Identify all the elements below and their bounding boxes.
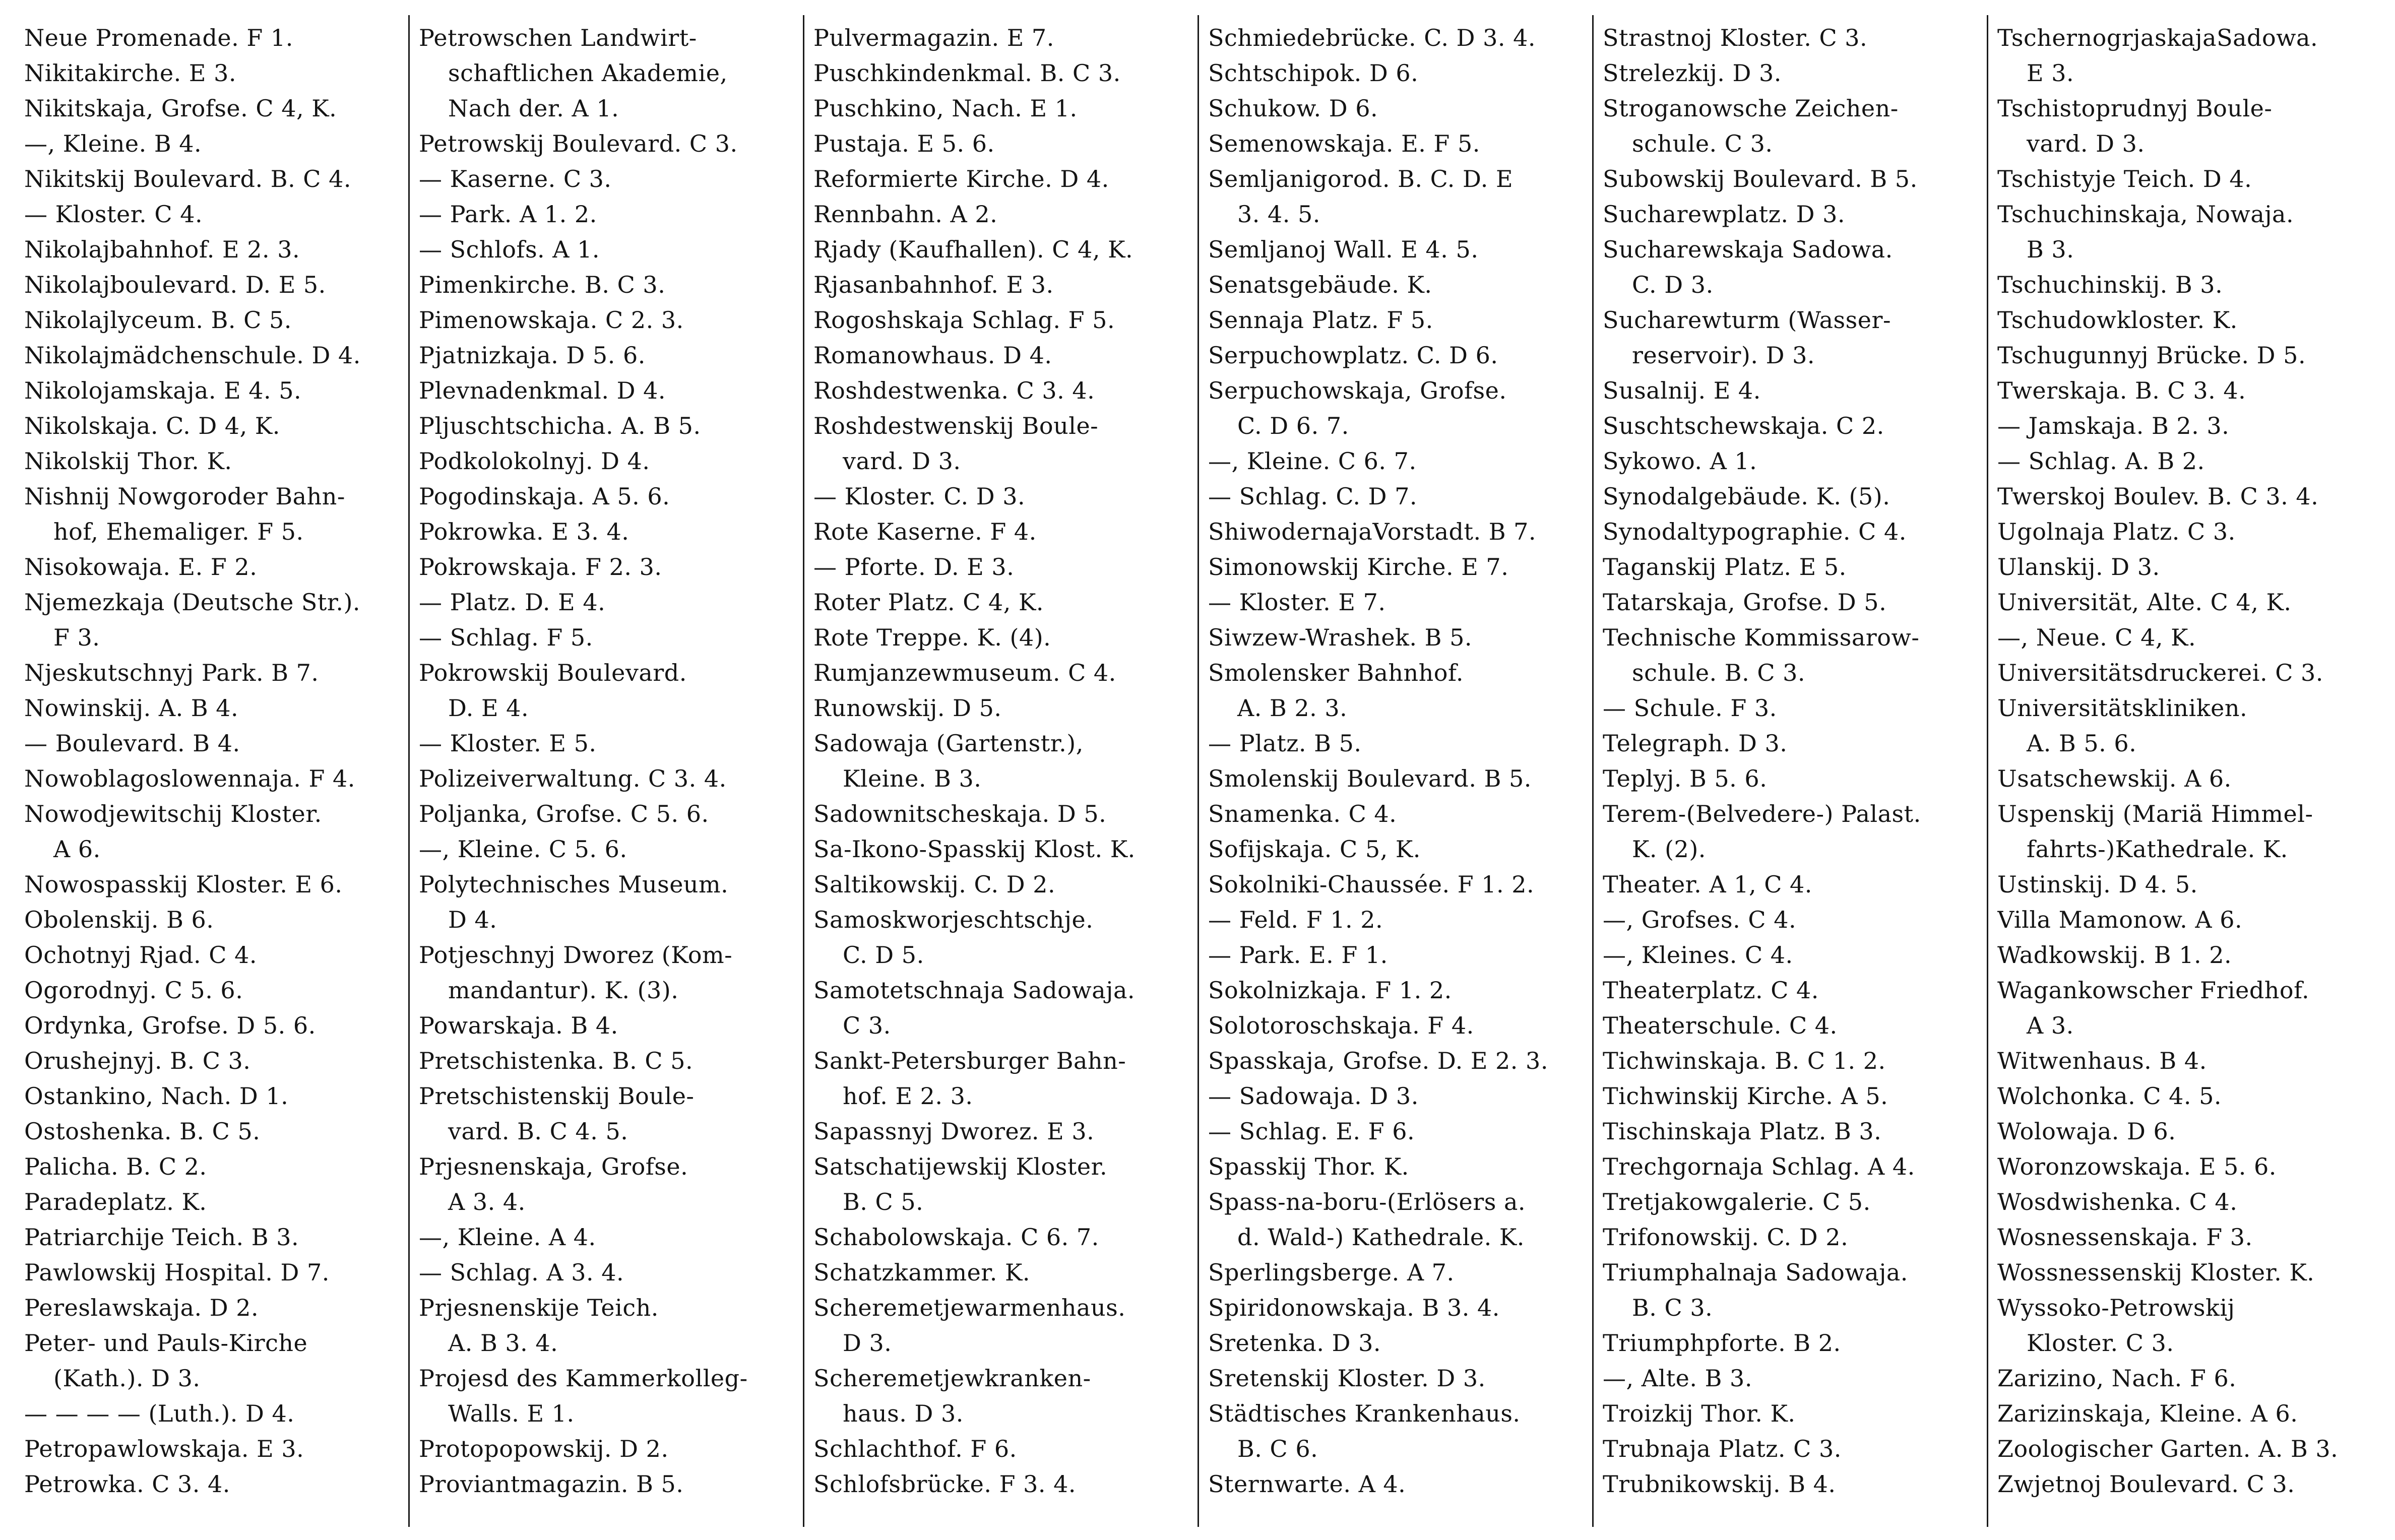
index-entry: Spiridonowskaja. B 3. 4.	[1208, 1294, 1500, 1321]
index-entry: Spasskaja, Grofse. D. E 2. 3.	[1208, 1047, 1548, 1074]
index-entry: Wyssoko-Petrowskij	[1997, 1294, 2235, 1321]
index-entry: Orushejnyj. B. C 3.	[24, 1047, 251, 1074]
index-entry: Sadownitscheskaja. D 5.	[813, 800, 1107, 827]
index-entry: Sofijskaja. C 5, K.	[1208, 836, 1421, 863]
index-entry: Witwenhaus. B 4.	[1997, 1047, 2207, 1074]
index-entry: D. E 4.	[448, 694, 529, 722]
index-entry: Protopopowskij. D 2.	[419, 1435, 669, 1462]
index-entry: Pawlowskij Hospital. D 7.	[24, 1259, 330, 1286]
index-entry: Wossnessenskij Kloster. K.	[1997, 1259, 2315, 1286]
index-entry: hof. E 2. 3.	[843, 1082, 973, 1110]
index-entry: —, Kleines. C 4.	[1603, 941, 1793, 969]
index-column	[804, 15, 1199, 1527]
index-entry: Nisokowaja. E. F 2.	[24, 553, 258, 581]
index-entry: Sykowo. A 1.	[1603, 447, 1757, 475]
index-entry: Pretschistenka. B. C 5.	[419, 1047, 694, 1074]
index-entry: —, Alte. B 3.	[1603, 1365, 1752, 1392]
index-entry: Serpuchowskaja, Grofse.	[1208, 377, 1507, 404]
index-entry: Rumjanzewmuseum. C 4.	[813, 659, 1116, 686]
index-entry: Roshdestwenskij Boule-	[813, 412, 1099, 439]
index-entry: Sretenskij Kloster. D 3.	[1208, 1365, 1486, 1392]
index-entry: F 3.	[53, 624, 100, 651]
index-entry: Tichwinskij Kirche. A 5.	[1603, 1082, 1888, 1110]
index-entry: Solotoroschskaja. F 4.	[1208, 1012, 1474, 1039]
index-entry: reservoir). D 3.	[1632, 342, 1815, 369]
index-entry: Troizkij Thor. K.	[1603, 1400, 1796, 1427]
index-entry: D 4.	[448, 906, 497, 933]
index-entry: — Boulevard. B 4.	[24, 730, 240, 757]
index-entry: — Schlag. F 5.	[419, 624, 593, 651]
index-entry: fahrts-)Kathedrale. K.	[2027, 836, 2288, 863]
index-entry: Schmiedebrücke. C. D 3. 4.	[1208, 24, 1536, 51]
index-entry: Proviantmagazin. B 5.	[419, 1470, 684, 1498]
index-entry: Semenowskaja. E. F 5.	[1208, 130, 1480, 157]
index-entry: 3. 4. 5.	[1237, 201, 1320, 228]
index-entry: Pretschistenskij Boule-	[419, 1082, 695, 1110]
index-entry: Twerskoj Boulev. B. C 3. 4.	[1997, 483, 2319, 510]
index-entry: Universität, Alte. C 4, K.	[1997, 589, 2292, 616]
index-entry: Spass-na-boru-(Erlösers a.	[1208, 1188, 1526, 1215]
index-entry: — — — — (Luth.). D 4.	[24, 1400, 295, 1427]
index-entry: Wosnessenskaja. F 3.	[1997, 1224, 2253, 1251]
index-entry: Powarskaja. B 4.	[419, 1012, 618, 1039]
index-entry: Twerskaja. B. C 3. 4.	[1997, 377, 2246, 404]
index-entry: Neue Promenade. F 1.	[24, 24, 293, 51]
index-entry: Strelezkij. D 3.	[1603, 59, 1782, 87]
index-entry: Nowodjewitschij Kloster.	[24, 800, 322, 827]
index-entry: — Kloster. C 4.	[24, 201, 203, 228]
index-entry: — Feld. F 1. 2.	[1208, 906, 1383, 933]
index-entry: Pimenowskaja. C 2. 3.	[419, 306, 684, 334]
index-entry: Zarizino, Nach. F 6.	[1997, 1365, 2237, 1392]
index-entry: A 6.	[53, 836, 101, 863]
index-entry: Terem-(Belvedere-) Palast.	[1603, 800, 1921, 827]
index-entry: Rjasanbahnhof. E 3.	[813, 271, 1054, 298]
index-entry: Usatschewskij. A 6.	[1997, 765, 2232, 792]
index-entry: Roshdestwenka. C 3. 4.	[813, 377, 1095, 404]
index-entry: A. B 3. 4.	[448, 1329, 558, 1357]
index-entry: Sankt-Petersburger Bahn-	[813, 1047, 1126, 1074]
index-entry: Pljuschtschicha. A. B 5.	[419, 412, 701, 439]
index-entry: Roter Platz. C 4, K.	[813, 589, 1044, 616]
index-entry: Triumphpforte. B 2.	[1603, 1329, 1841, 1357]
index-entry: Projesd des Kammerkolleg-	[419, 1365, 748, 1392]
index-entry: — Kloster. E 7.	[1208, 589, 1386, 616]
index-entry: Susalnij. E 4.	[1603, 377, 1761, 404]
index-entry: Pogodinskaja. A 5. 6.	[419, 483, 670, 510]
index-entry: Kloster. C 3.	[2027, 1329, 2174, 1357]
index-entry: Snamenka. C 4.	[1208, 800, 1397, 827]
index-entry: Scheremetjewkranken-	[813, 1365, 1091, 1392]
index-entry: B 3.	[2027, 236, 2074, 263]
index-entry: Patriarchije Teich. B 3.	[24, 1224, 299, 1251]
index-entry: — Sadowaja. D 3.	[1208, 1082, 1419, 1110]
index-column	[1199, 15, 1594, 1527]
index-entry: Tschistyje Teich. D 4.	[1997, 165, 2252, 192]
index-entry: Trubnaja Platz. C 3.	[1603, 1435, 1842, 1462]
index-entry: Rote Treppe. K. (4).	[813, 624, 1051, 651]
index-entry: Nikolajboulevard. D. E 5.	[24, 271, 326, 298]
index-entry: — Schlag. A 3. 4.	[419, 1259, 624, 1286]
index-entry: Universitätsdruckerei. C 3.	[1997, 659, 2323, 686]
index-entry: Tretjakowgalerie. C 5.	[1603, 1188, 1871, 1215]
index-entry: Petrowschen Landwirt-	[419, 24, 697, 51]
index-entry: hof, Ehemaliger. F 5.	[53, 518, 304, 545]
index-entry: Rjady (Kaufhallen). C 4, K.	[813, 236, 1133, 263]
index-entry: Wolowaja. D 6.	[1997, 1118, 2176, 1145]
index-entry: Njeskutschnyj Park. B 7.	[24, 659, 319, 686]
index-entry: Schlofsbrücke. F 3. 4.	[813, 1470, 1077, 1498]
index-entry: Sokolniki-Chaussée. F 1. 2.	[1208, 871, 1535, 898]
index-entry: — Schlofs. A 1.	[419, 236, 600, 263]
index-entry: Nowospasskij Kloster. E 6.	[24, 871, 343, 898]
index-entry: A 3. 4.	[448, 1188, 526, 1215]
index-entry: Schtschipok. D 6.	[1208, 59, 1419, 87]
index-entry: Nikolskaja. C. D 4, K.	[24, 412, 280, 439]
index-entry: Pokrowskij Boulevard.	[419, 659, 687, 686]
index-entry: Teplyj. B 5. 6.	[1603, 765, 1768, 792]
index-entry: Pokrowka. E 3. 4.	[419, 518, 629, 545]
index-entry: Kleine. B 3.	[843, 765, 982, 792]
index-entry: Prjesnenskaja, Grofse.	[419, 1153, 688, 1180]
index-entry: Tschistoprudnyj Boule-	[1997, 95, 2273, 122]
index-entry: Rogoshskaja Schlag. F 5.	[813, 306, 1115, 334]
index-entry: Subowskij Boulevard. B 5.	[1603, 165, 1918, 192]
index-entry: Sennaja Platz. F 5.	[1208, 306, 1433, 334]
index-entry: Triumphalnaja Sadowaja.	[1603, 1259, 1908, 1286]
index-entry: Tatarskaja, Grofse. D 5.	[1603, 589, 1887, 616]
index-entry: (Kath.). D 3.	[53, 1365, 201, 1392]
index-entry: mandantur). K. (3).	[448, 977, 679, 1004]
index-entry: Nowoblagoslowennaja. F 4.	[24, 765, 355, 792]
index-column	[410, 15, 804, 1527]
index-entry: —, Kleine. C 6. 7.	[1208, 447, 1417, 475]
index-entry: Trubnikowskij. B 4.	[1603, 1470, 1836, 1498]
index-entry: Palicha. B. C 2.	[24, 1153, 207, 1180]
index-entry: — Pforte. D. E 3.	[813, 553, 1015, 581]
index-entry: Taganskij Platz. E 5.	[1603, 553, 1847, 581]
index-entry: C 3.	[843, 1012, 891, 1039]
index-entry: Nikolskij Thor. K.	[24, 447, 232, 475]
index-entry: Sadowaja (Gartenstr.),	[813, 730, 1084, 757]
index-entry: Ostoshenka. B. C 5.	[24, 1118, 261, 1145]
index-entry: Semljanoj Wall. E 4. 5.	[1208, 236, 1479, 263]
index-entry: Strastnoj Kloster. C 3.	[1603, 24, 1868, 51]
index-entry: — Park. A 1. 2.	[419, 201, 597, 228]
index-entry: Theater. A 1, C 4.	[1603, 871, 1812, 898]
index-entry: — Jamskaja. B 2. 3.	[1997, 412, 2230, 439]
index-entry: Pimenkirche. B. C 3.	[419, 271, 666, 298]
index-entry: Senatsgebäude. K.	[1208, 271, 1432, 298]
index-entry: Rennbahn. A 2.	[813, 201, 998, 228]
index-entry: —, Kleine. C 5. 6.	[419, 836, 627, 863]
index-entry: Schabolowskaja. C 6. 7.	[813, 1224, 1099, 1251]
index-entry: Runowskij. D 5.	[813, 694, 1002, 722]
index-entry: Spasskij Thor. K.	[1208, 1153, 1409, 1180]
index-entry: vard. D 3.	[843, 447, 961, 475]
index-column	[1594, 15, 1988, 1527]
index-entry: Wosdwishenka. C 4.	[1997, 1188, 2238, 1215]
index-entry: Synodalgebäude. K. (5).	[1603, 483, 1890, 510]
index-entry: Nikolajbahnhof. E 2. 3.	[24, 236, 300, 263]
index-entry: Siwzew-Wrashek. B 5.	[1208, 624, 1472, 651]
index-entry: Smolenskij Boulevard. B 5.	[1208, 765, 1532, 792]
index-entry: Villa Mamonow. A 6.	[1997, 906, 2243, 933]
index-entry: Pulvermagazin. E 7.	[813, 24, 1054, 51]
index-entry: schaftlichen Akademie,	[448, 59, 728, 87]
index-entry: Pokrowskaja. F 2. 3.	[419, 553, 662, 581]
index-entry: Zoologischer Garten. A. B 3.	[1997, 1435, 2339, 1462]
index-entry: Zwjetnoj Boulevard. C 3.	[1997, 1470, 2295, 1498]
index-entry: Plevnadenkmal. D 4.	[419, 377, 666, 404]
index-entry: Polizeiverwaltung. C 3. 4.	[419, 765, 727, 792]
index-entry: Theaterschule. C 4.	[1603, 1012, 1838, 1039]
index-entry: Uspenskij (Mariä Himmel-	[1997, 800, 2313, 827]
index-entry: Satschatijewskij Kloster.	[813, 1153, 1108, 1180]
index-entry: Tichwinskaja. B. C 1. 2.	[1603, 1047, 1886, 1074]
index-entry: Suschtschewskaja. C 2.	[1603, 412, 1884, 439]
index-entry: Romanowhaus. D 4.	[813, 342, 1052, 369]
index-entry: —, Neue. C 4, K.	[1997, 624, 2196, 651]
index-entry: Nowinskij. A. B 4.	[24, 694, 239, 722]
index-entry: Serpuchowplatz. C. D 6.	[1208, 342, 1498, 369]
index-entry: schule. C 3.	[1632, 130, 1773, 157]
index-entry: Prjesnenskije Teich.	[419, 1294, 659, 1321]
index-entry: Ugolnaja Platz. C 3.	[1997, 518, 2236, 545]
index-entry: —, Kleine. B 4.	[24, 130, 202, 157]
index-entry: — Schlag. E. F 6.	[1208, 1118, 1415, 1145]
index-entry: Schukow. D 6.	[1208, 95, 1378, 122]
index-entry: C. D 5.	[843, 941, 924, 969]
index-entry: Poljanka, Grofse. C 5. 6.	[419, 800, 709, 827]
index-entry: Ulanskij. D 3.	[1997, 553, 2160, 581]
index-entry: — Platz. B 5.	[1208, 730, 1362, 757]
index-entry: Trifonowskij. C. D 2.	[1603, 1224, 1849, 1251]
index-entry: Reformierte Kirche. D 4.	[813, 165, 1109, 192]
index-entry: Saltikowskij. C. D 2.	[813, 871, 1056, 898]
index-entry: Nikolajmädchenschule. D 4.	[24, 342, 361, 369]
index-entry: —, Grofses. C 4.	[1603, 906, 1797, 933]
index-entry: Theaterplatz. C 4.	[1603, 977, 1819, 1004]
index-entry: Nikolajlyceum. B. C 5.	[24, 306, 292, 334]
index-entry: Puschkindenkmal. B. C 3.	[813, 59, 1121, 87]
index-entry: E 3.	[2027, 59, 2074, 87]
index-entry: Sucharewplatz. D 3.	[1603, 201, 1845, 228]
index-entry: Städtisches Krankenhaus.	[1208, 1400, 1521, 1427]
index-entry: Nikitakirche. E 3.	[24, 59, 236, 87]
index-entry: — Platz. D. E 4.	[419, 589, 606, 616]
index-entry: Tschugunnyj Brücke. D 5.	[1997, 342, 2306, 369]
index-entry: D 3.	[843, 1329, 892, 1357]
index-entry: A 3.	[2027, 1012, 2074, 1039]
index-entry: Nikolojamskaja. E 4. 5.	[24, 377, 302, 404]
index-entry: B. C 6.	[1237, 1435, 1318, 1462]
index-entry: Tschuchinskaja, Nowaja.	[1997, 201, 2294, 228]
index-entry: Sokolnizkaja. F 1. 2.	[1208, 977, 1452, 1004]
index-entry: Petropawlowskaja. E 3.	[24, 1435, 304, 1462]
index-entry: C. D 3.	[1632, 271, 1714, 298]
index-entry: Pjatnizkaja. D 5. 6.	[419, 342, 646, 369]
index-entry: — Schlag. A. B 2.	[1997, 447, 2205, 475]
index-entry: Synodaltypographie. C 4.	[1603, 518, 1907, 545]
index-entry: vard. D 3.	[2027, 130, 2145, 157]
index-entry: Sapassnyj Dworez. E 3.	[813, 1118, 1095, 1145]
index-entry: — Kaserne. C 3.	[419, 165, 612, 192]
index-entry: Semljanigorod. B. C. D. E	[1208, 165, 1514, 192]
index-entry: Ochotnyj Rjad. C 4.	[24, 941, 257, 969]
index-entry: Stroganowsche Zeichen-	[1603, 95, 1899, 122]
index-entry: Podkolokolnyj. D 4.	[419, 447, 650, 475]
index-entry: Sperlingsberge. A 7.	[1208, 1259, 1455, 1286]
index-entry: Ustinskij. D 4. 5.	[1997, 871, 2198, 898]
index-entry: Petrowka. C 3. 4.	[24, 1470, 230, 1498]
index-entry: Samotetschnaja Sadowaja.	[813, 977, 1135, 1004]
index-entry: Nishnij Nowgoroder Bahn-	[24, 483, 345, 510]
index-entry: Tschuchinskij. B 3.	[1997, 271, 2223, 298]
index-entry: Samoskworjeschtschje.	[813, 906, 1094, 933]
index-entry: —, Kleine. A 4.	[419, 1224, 596, 1251]
index-entry: — Kloster. C. D 3.	[813, 483, 1026, 510]
index-column	[1988, 15, 2383, 1527]
index-entry: Sretenka. D 3.	[1208, 1329, 1381, 1357]
index-entry: Telegraph. D 3.	[1603, 730, 1788, 757]
index-entry: C. D 6. 7.	[1237, 412, 1349, 439]
index-entry: Njemezkaja (Deutsche Str.).	[24, 589, 361, 616]
index-entry: Pereslawskaja. D 2.	[24, 1294, 259, 1321]
index-entry: Sucharewskaja Sadowa.	[1603, 236, 1893, 263]
index-entry: Ogorodnyj. C 5. 6.	[24, 977, 243, 1004]
index-entry: Nach der. A 1.	[448, 95, 619, 122]
index-entry: d. Wald-) Kathedrale. K.	[1237, 1224, 1525, 1251]
index-entry: Wagankowscher Friedhof.	[1997, 977, 2310, 1004]
index-entry: Petrowskij Boulevard. C 3.	[419, 130, 738, 157]
index-entry: Woronzowskaja. E 5. 6.	[1997, 1153, 2277, 1180]
index-entry: Simonowskij Kirche. E 7.	[1208, 553, 1509, 581]
index-entry: Sucharewturm (Wasser-	[1603, 306, 1892, 334]
index-entry: B. C 5.	[843, 1188, 924, 1215]
index-entry: Rote Kaserne. F 4.	[813, 518, 1037, 545]
index-entry: Ostankino, Nach. D 1.	[24, 1082, 289, 1110]
index-entry: Sa-Ikono-Spasskij Klost. K.	[813, 836, 1136, 863]
index-entry: — Park. E. F 1.	[1208, 941, 1388, 969]
index-entry: Puschkino, Nach. E 1.	[813, 95, 1078, 122]
index-entry: Technische Kommissarow-	[1603, 624, 1920, 651]
index-entry: Wadkowskij. B 1. 2.	[1997, 941, 2232, 969]
index-entry: Trechgornaja Schlag. A 4.	[1603, 1153, 1915, 1180]
index-entry: — Kloster. E 5.	[419, 730, 597, 757]
index-entry: Smolensker Bahnhof.	[1208, 659, 1464, 686]
index-entry: Scheremetjewarmenhaus.	[813, 1294, 1126, 1321]
index-entry: Zarizinskaja, Kleine. A 6.	[1997, 1400, 2298, 1427]
index-column	[15, 15, 410, 1527]
index-entry: Nikitskij Boulevard. B. C 4.	[24, 165, 352, 192]
index-entry: Schlachthof. F 6.	[813, 1435, 1017, 1462]
index-entry: Polytechnisches Museum.	[419, 871, 729, 898]
index-entry: Pustaja. E 5. 6.	[813, 130, 995, 157]
index-entry: Paradeplatz. K.	[24, 1188, 207, 1215]
index-entry: Walls. E 1.	[448, 1400, 575, 1427]
index-page	[15, 15, 2384, 1527]
index-entry: A. B 5. 6.	[2027, 730, 2137, 757]
index-entry: A. B 2. 3.	[1237, 694, 1348, 722]
index-entry: B. C 3.	[1632, 1294, 1713, 1321]
index-entry: haus. D 3.	[843, 1400, 964, 1427]
index-entry: K. (2).	[1632, 836, 1706, 863]
index-entry: Obolenskij. B 6.	[24, 906, 214, 933]
index-entry: Schatzkammer. K.	[813, 1259, 1030, 1286]
index-entry: Peter- und Pauls-Kirche	[24, 1329, 308, 1357]
index-entry: Potjeschnyj Dworez (Kom-	[419, 941, 733, 969]
index-entry: Ordynka, Grofse. D 5. 6.	[24, 1012, 316, 1039]
index-entry: schule. B. C 3.	[1632, 659, 1806, 686]
index-entry: TschernogrjaskajaSadowa.	[1997, 24, 2318, 51]
index-entry: — Schlag. C. D 7.	[1208, 483, 1418, 510]
index-entry: Tischinskaja Platz. B 3.	[1603, 1118, 1882, 1145]
index-entry: Tschudowkloster. K.	[1997, 306, 2238, 334]
index-entry: Nikitskaja, Grofse. C 4, K.	[24, 95, 337, 122]
index-entry: ShiwodernajaVorstadt. B 7.	[1208, 518, 1537, 545]
index-entry: Wolchonka. C 4. 5.	[1997, 1082, 2222, 1110]
index-entry: — Schule. F 3.	[1603, 694, 1777, 722]
index-entry: Universitätskliniken.	[1997, 694, 2248, 722]
index-entry: vard. B. C 4. 5.	[448, 1118, 628, 1145]
index-entry: Sternwarte. A 4.	[1208, 1470, 1406, 1498]
